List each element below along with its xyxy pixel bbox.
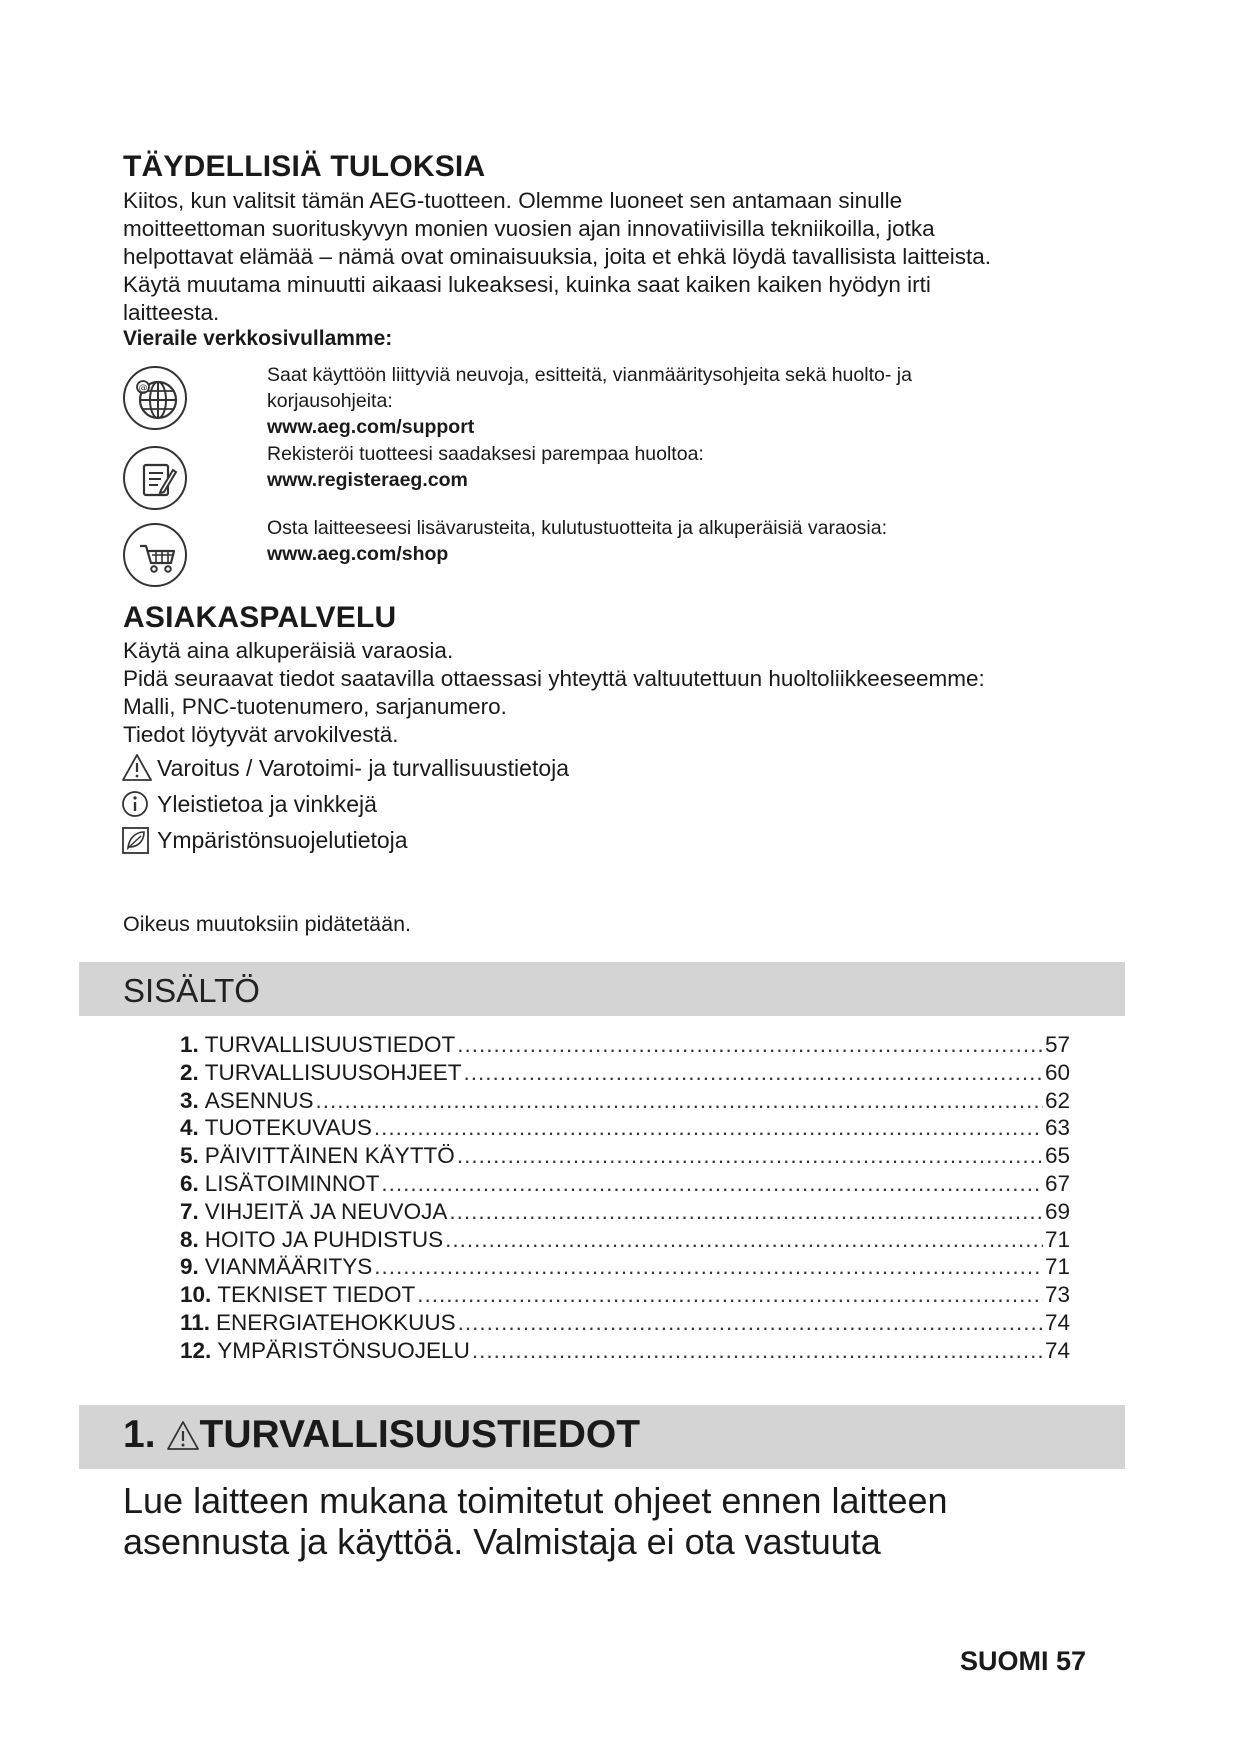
toc-item-number: 10. xyxy=(180,1282,212,1308)
toc-item[interactable] xyxy=(180,1087,1070,1115)
info-icon xyxy=(121,789,151,819)
toc-item-label: TURVALLISUUSOHJEET xyxy=(204,1059,462,1085)
toc-item-number: 6. xyxy=(180,1170,199,1196)
toc-leader-dots xyxy=(449,1198,1043,1226)
visit-label: Vieraile verkkosivullamme: xyxy=(123,327,393,350)
warning-icon xyxy=(166,1418,200,1452)
toc-item-label: TEKNISET TIEDOT xyxy=(217,1282,416,1308)
toc-title: SISÄLTÖ xyxy=(123,972,260,1009)
web-link-description: Saat käyttöön liittyviä neuvoja, esitteitä, vianmääritysohjeita sekä huolto- ja xyxy=(267,364,912,386)
leaf-icon xyxy=(121,825,151,855)
intro-line: moitteettoman suorituskyvyn monien vuosien ajan innovatiivisilla tekniikoilla, jotka xyxy=(123,216,935,241)
toc-item-number: 11. xyxy=(180,1309,211,1335)
legend-label: Varoitus / Varotoimi- ja turvallisuustietoja xyxy=(157,755,570,781)
toc-leader-dots xyxy=(457,1031,1043,1059)
change-notice: Oikeus muutoksiin pidätetään. xyxy=(123,912,412,936)
service-line: Tiedot löytyvät arvokilvestä. xyxy=(123,722,399,747)
section1-paragraph xyxy=(123,1480,1123,1562)
toc-item-page: 60 xyxy=(1044,1059,1070,1085)
web-link-description: Rekisteröi tuotteesi saadaksesi parempaa huoltoa: xyxy=(267,443,704,465)
toc-item[interactable] xyxy=(180,1170,1070,1198)
toc-item-label: VIANMÄÄRITYS xyxy=(204,1254,373,1280)
toc-leader-dots xyxy=(374,1114,1043,1142)
toc-leader-dots xyxy=(464,1059,1043,1087)
register-url-link[interactable]: www.registeraeg.com xyxy=(267,469,468,491)
toc-item-number: 5. xyxy=(180,1143,199,1169)
toc-item-label: LISÄTOIMINNOT xyxy=(204,1170,380,1196)
toc-item[interactable] xyxy=(180,1253,1070,1281)
service-paragraph xyxy=(123,637,1123,749)
section1-line: Lue laitteen mukana toimitetut ohjeet ennen laitteen xyxy=(123,1480,948,1521)
toc-item-page: 74 xyxy=(1044,1337,1070,1363)
toc-item[interactable] xyxy=(180,1226,1070,1254)
toc-leader-dots xyxy=(316,1087,1043,1115)
toc-item-number: 2. xyxy=(180,1059,199,1085)
toc-item-number: 12. xyxy=(180,1337,212,1363)
toc-item[interactable] xyxy=(180,1337,1070,1365)
toc-item-page: 69 xyxy=(1044,1198,1070,1224)
toc-item-page: 71 xyxy=(1044,1226,1070,1252)
toc-item-label: ENERGIATEHOKKUUS xyxy=(216,1309,456,1335)
legend-label: Yleistietoa ja vinkkejä xyxy=(157,791,377,817)
toc-item-number: 9. xyxy=(180,1254,199,1280)
toc-item-page: 74 xyxy=(1044,1309,1070,1335)
toc-leader-dots xyxy=(457,1142,1043,1170)
intro-line: Kiitos, kun valitsit tämän AEG-tuotteen. Olemme luoneet sen antamaan sinulle xyxy=(123,188,903,213)
svg-text:@: @ xyxy=(138,383,148,394)
shopping-cart-icon xyxy=(123,523,187,587)
toc-item[interactable] xyxy=(180,1031,1070,1059)
toc-item-label: TUOTEKUVAUS xyxy=(204,1115,372,1141)
legend-warning xyxy=(121,753,569,783)
web-link-description: Osta laitteeseesi lisävarusteita, kulutustuotteita ja alkuperäisiä varaosia: xyxy=(267,517,887,539)
toc-leader-dots xyxy=(374,1253,1043,1281)
toc-leader-dots xyxy=(417,1281,1043,1309)
web-link-register xyxy=(267,441,1117,493)
toc-item[interactable] xyxy=(180,1114,1070,1142)
toc-item[interactable] xyxy=(180,1281,1070,1309)
toc-item-page: 57 xyxy=(1044,1032,1070,1057)
toc-item-label: VIHJEITÄ JA NEUVOJA xyxy=(204,1198,448,1224)
toc-leader-dots xyxy=(458,1309,1043,1337)
intro-line: Käytä muutama minuutti aikaasi lukeaksesi, kuinka saat kaiken kaiken hyödyn irti xyxy=(123,272,931,297)
intro-line: helpottavat elämää – nämä ovat ominaisuuksia, joita et ehkä löydä tavallisista laitteista. xyxy=(123,244,991,269)
toc-item-number: 7. xyxy=(180,1198,199,1224)
section1-line: asennusta ja käyttöä. Valmistaja ei ota vastuuta xyxy=(123,1521,881,1562)
legend-environment xyxy=(121,825,408,855)
table-of-contents xyxy=(180,1031,1070,1365)
toc-leader-dots xyxy=(445,1226,1043,1254)
legend-label: Ympäristönsuojelutietoja xyxy=(157,827,408,853)
warning-icon xyxy=(121,753,151,783)
page-number-label: SUOMI 57 xyxy=(960,1646,1087,1676)
toc-item-label: YMPÄRISTÖNSUOJELU xyxy=(217,1337,470,1363)
toc-item-page: 65 xyxy=(1044,1143,1070,1169)
toc-item[interactable] xyxy=(180,1142,1070,1170)
toc-item-number: 4. xyxy=(180,1115,199,1141)
toc-leader-dots xyxy=(472,1337,1043,1365)
web-link-description: korjausohjeita: xyxy=(267,390,393,412)
legend-info xyxy=(121,789,377,819)
shop-url-link[interactable]: www.aeg.com/shop xyxy=(267,543,449,565)
toc-item-number: 3. xyxy=(180,1087,199,1113)
toc-item[interactable] xyxy=(180,1198,1070,1226)
intro-line: laitteesta. xyxy=(123,300,220,325)
globe-icon xyxy=(123,366,187,430)
intro-title: TÄYDELLISIÄ TULOKSIA xyxy=(123,150,486,183)
section1-number: 1. xyxy=(123,1413,156,1456)
toc-item-page: 62 xyxy=(1044,1087,1070,1113)
support-url-link[interactable]: www.aeg.com/support xyxy=(267,416,475,438)
toc-leader-dots xyxy=(381,1170,1043,1198)
toc-item-page: 63 xyxy=(1044,1115,1070,1141)
toc-item-page: 73 xyxy=(1044,1282,1070,1308)
service-line: Käytä aina alkuperäisiä varaosia. xyxy=(123,638,454,663)
service-title: ASIAKASPALVELU xyxy=(123,601,397,634)
toc-item-page: 67 xyxy=(1044,1170,1070,1196)
service-line: Pidä seuraavat tiedot saatavilla ottaessasi yhteyttä valtuutettuun huoltoliikkeeseemme: xyxy=(123,666,985,691)
toc-item[interactable] xyxy=(180,1059,1070,1087)
toc-item-number: 8. xyxy=(180,1226,199,1252)
toc-item-label: PÄIVITTÄINEN KÄYTTÖ xyxy=(204,1143,455,1169)
intro-paragraph xyxy=(123,187,1123,327)
section1-heading xyxy=(123,1413,640,1457)
toc-item-label: TURVALLISUUSTIEDOT xyxy=(204,1032,456,1057)
toc-item-label: HOITO JA PUHDISTUS xyxy=(204,1226,444,1252)
web-link-shop xyxy=(267,515,1117,567)
toc-item-number: 1. xyxy=(180,1032,199,1057)
toc-item[interactable] xyxy=(180,1309,1070,1337)
service-line: Malli, PNC-tuotenumero, sarjanumero. xyxy=(123,694,507,719)
toc-item-label: ASENNUS xyxy=(204,1087,314,1113)
register-icon xyxy=(123,446,187,510)
web-link-support xyxy=(267,362,1117,440)
toc-item-page: 71 xyxy=(1044,1254,1070,1280)
section1-title: TURVALLISUUSTIEDOT xyxy=(199,1413,641,1456)
